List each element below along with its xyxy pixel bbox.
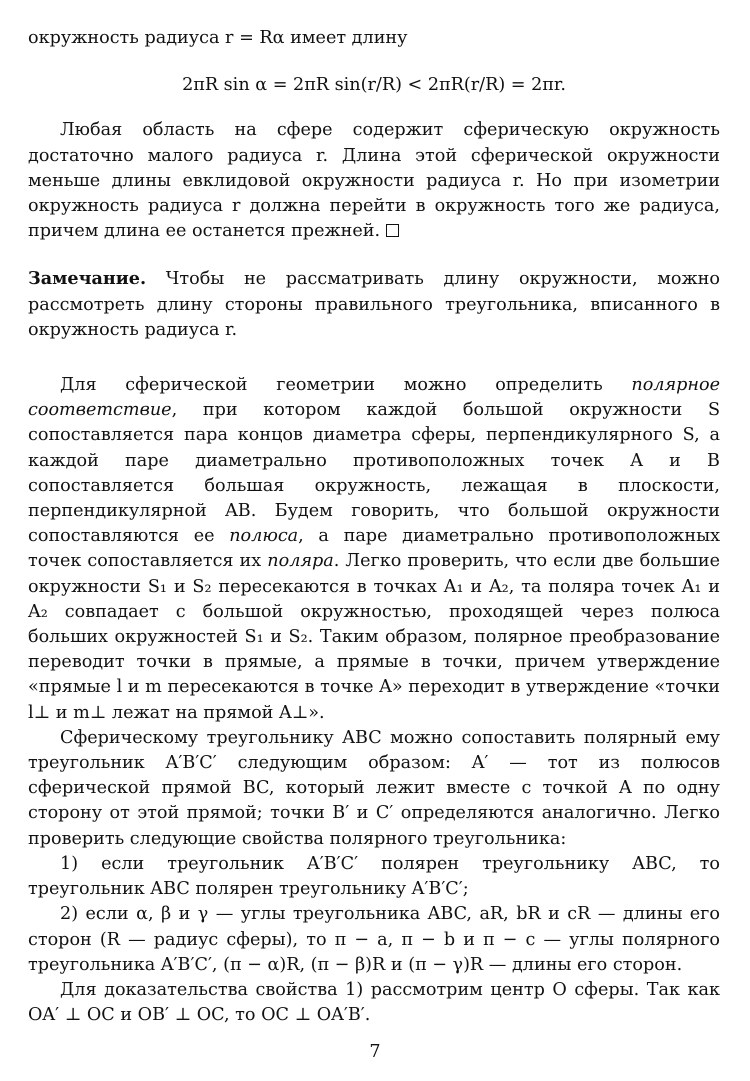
remark-text: Чтобы не рассматривать длину окружности, можно рассмотреть длину стороны правильного треугольника, вписанного в окружность радиуса r.: [28, 269, 721, 340]
polar-text-a: Для сферической геометрии можно определить: [60, 375, 603, 396]
polar-text-c: , а паре диаметрально противоположных точек сопоставляется их: [28, 526, 720, 572]
paragraph-polar-correspondence: [28, 373, 720, 726]
paragraph-intro: окружность радиуса r = Rα имеет длину: [28, 28, 408, 48]
polar-text-b: , при котором каждой большой окружности S сопоставляется пара концов диаметра сферы, перпендикулярного S, а каждой паре диаметрально противоположных точек A и B сопоставляется большая окружность, лежащая в плоскости, перпендикулярной AB. Будем говорить, что большой окружности сопоставляются ее: [28, 400, 720, 547]
paragraph-property-1: 1) если треугольник A′B′C′ полярен треугольнику ABC, то треугольник ABC полярен треугольнику A′B′C′;: [28, 853, 720, 900]
term-polar: поляра: [267, 551, 334, 572]
paragraph-polar-triangle: Сферическому треугольнику ABC можно сопоставить полярный ему треугольник A′B′C′ следующим образом: A′ — тот из полюсов сферической прямой BC, который лежит вместе с точкой A по одну сторону от этой прямой; точки B′ и C′ определяются аналогично. Легко проверить следующие свойства полярного треугольника:: [28, 727, 720, 849]
qed-square-icon: [386, 224, 399, 237]
polar-text-d: . Легко проверить, что если две большие окружности S₁ и S₂ пересекаются в точках A₁ и A₂, та поляра точек A₁ и A₂ совпадает с большой окружностью, проходящей через полюса больших окружностей S₁ и S₂. Таким образом, полярное преобразование переводит точки в прямые, а прямые в точки, причем утверждение «прямые l и m пересекаются в точке A» переходит в утверждение «точки l⊥ и m⊥ лежат на прямой A⊥».: [28, 551, 721, 723]
remark-label: Замечание.: [28, 268, 147, 290]
proof-text: Любая область на сфере содержит сферическую окружность достаточно малого радиуса r. Длина этой сферической окружности меньше длины евклидовой окружности радиуса r. Но при изометрии окружность радиуса r должна перейти в окружность того же радиуса, причем длина ее останется прежней.: [28, 120, 720, 242]
paragraph-proof-property-1: Для доказательства свойства 1) рассмотрим центр O сферы. Так как OA′ ⊥ OC и OB′ ⊥ OC, то OC ⊥ OA′B′.: [28, 979, 720, 1026]
term-poles: полюса: [229, 526, 299, 547]
paragraph-remark: [28, 266, 720, 343]
term-polar-correspondence: полярное соответствие: [28, 375, 721, 421]
equation-circumference: 2πR sin α = 2πR sin(r/R) < 2πR(r/R) = 2πr.: [182, 75, 566, 96]
page-number: 7: [369, 1042, 381, 1062]
paragraph-proof-end: [28, 118, 720, 244]
paragraph-property-2: 2) если α, β и γ — углы треугольника ABC, aR, bR и cR — длины его сторон (R — радиус сферы), то π − a, π − b и π − c — углы полярного треугольника A′B′C′, (π − α)R, (π − β)R и (π − γ)R — длины его сторон.: [28, 904, 720, 975]
page-content: [28, 26, 720, 1028]
